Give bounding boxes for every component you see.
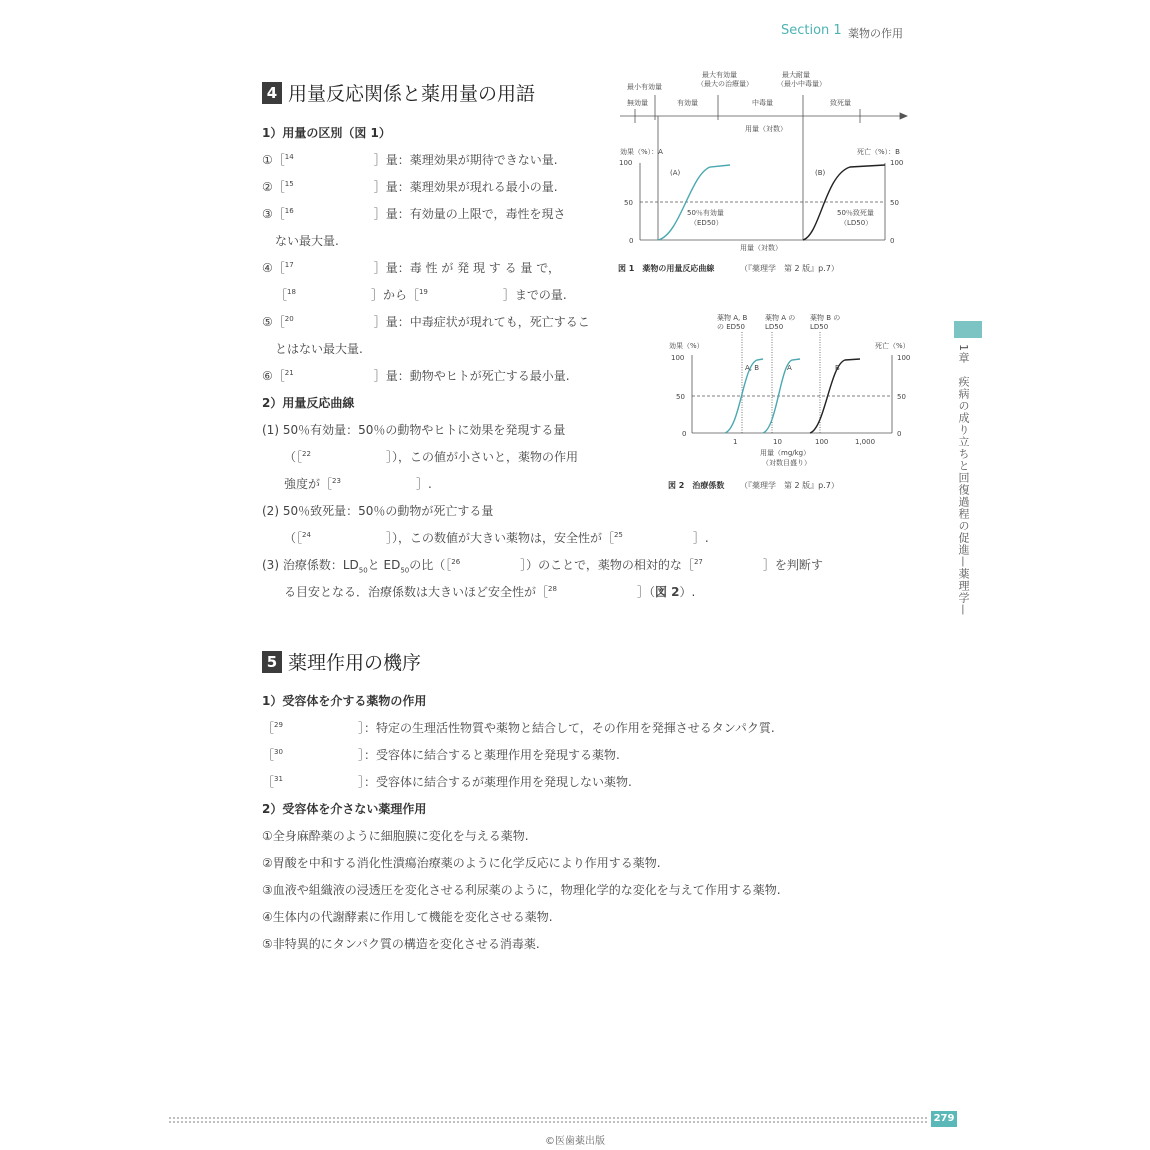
x-axis-label: 用量（mg/kg） <box>760 449 811 457</box>
label-min-effective: 最小有効量 <box>627 83 662 91</box>
curve-a <box>658 165 730 240</box>
svg-text:(B): (B) <box>815 169 826 177</box>
figure-1-caption: 図 1 薬物の用量反応曲線 <box>618 264 715 273</box>
svg-text:A: A <box>787 364 792 372</box>
footer-rule <box>168 1116 928 1124</box>
left-axis-label: 効果（%） <box>669 342 704 350</box>
list-item: ④生体内の代謝酵素に作用して機能を変化させる薬物. <box>262 910 553 924</box>
section-title: 薬理作用の機序 <box>288 652 422 674</box>
paragraph-line: （［$^{24}$ ］），この数値が大きい薬物は，安全性が［$^{25}$ ］. <box>284 531 709 545</box>
list-item: ①［$^{14}$ ］量：薬理効果が期待できない量. <box>262 153 558 167</box>
list-item: ［$^{30}$ ］：受容体に結合すると薬理作用を発現する薬物. <box>262 748 620 762</box>
label-ld50-b: 薬物 B の LD50 <box>810 314 841 331</box>
list-item: ⑤非特異的にタンパク質の構造を変化させる消毒薬. <box>262 937 540 951</box>
chapter-tab <box>954 321 982 338</box>
list-item: ⑥［$^{21}$ ］量：動物やヒトが死亡する最小量. <box>262 369 570 383</box>
svg-text:50: 50 <box>897 393 906 401</box>
section-number: 4 <box>262 82 282 104</box>
svg-text:50％有効量: 50％有効量 <box>687 209 724 217</box>
paragraph-line: (3) 治療係数：$LD_{50}$と $ED_{50}$の比（［$^{26}$ ］）のことで，薬物の相対的な［$^{27}$ ］を判断す <box>262 558 823 575</box>
list-item-continued: とはない最大量. <box>275 342 363 356</box>
zone-toxic: 中毒量 <box>752 99 773 107</box>
svg-text:1,000: 1,000 <box>855 438 876 446</box>
chapter-vertical-title: 1章 疾病の成り立ちと回復過程の促進—薬理学— <box>957 344 970 616</box>
x-axis-sublabel: （対数目盛り） <box>762 459 811 467</box>
list-item: ②胃酸を中和する消化性潰瘍治療薬のように化学反応により作用する薬物. <box>262 856 661 870</box>
figure-2-source: （『薬理学 第 2 版』p.7） <box>740 481 839 490</box>
label-line: 最大有効量 <box>702 71 737 79</box>
section-label: Section 1 <box>781 23 842 38</box>
axis-label-top: 用量（対数） <box>745 125 787 133</box>
left-axis-label: 効果（%）：A <box>620 148 663 156</box>
svg-text:50: 50 <box>624 199 633 207</box>
subheading: 2）用量反応曲線 <box>262 396 355 410</box>
section-4-heading <box>262 79 535 106</box>
zone-effective: 有効量 <box>677 99 698 107</box>
zone-lethal: 致死量 <box>830 99 851 107</box>
subheading: 1）受容体を介する薬物の作用 <box>262 694 427 708</box>
right-axis-label: 死亡（%）：B <box>857 148 900 156</box>
figure-1 <box>615 65 920 280</box>
section-title: 用量反応関係と薬用量の用語 <box>288 83 536 105</box>
paragraph-line: (2) 50％致死量：50％の動物が死亡する量 <box>262 504 494 518</box>
svg-text:50: 50 <box>676 393 685 401</box>
list-item: ③血液や組織液の浸透圧を変化させる利尿薬のように，物理化学的な変化を与えて作用する薬物. <box>262 883 781 897</box>
label-ld50-a: 薬物 A の LD50 <box>765 314 796 331</box>
figure-2-caption: 図 2 治療係数 <box>668 481 725 490</box>
paragraph-line: (1) 50％有効量：50％の動物やヒトに効果を発現する量 <box>262 423 566 437</box>
svg-text:B: B <box>835 364 840 372</box>
list-item: ④［$^{17}$ ］量：毒 性 が 発 現 す る 量 で， <box>262 261 560 275</box>
list-item: ②［$^{15}$ ］量：薬理効果が現れる最小の量. <box>262 180 558 194</box>
list-item: ①全身麻酔薬のように細胞膜に変化を与える薬物. <box>262 829 529 843</box>
svg-text:0: 0 <box>629 237 634 245</box>
list-item-continued: ない最大量. <box>275 234 339 248</box>
paragraph-line: 強度が［$^{23}$ ］. <box>284 477 432 491</box>
list-item: ［$^{29}$ ］：特定の生理活性物質や薬物と結合して，その作用を発揮させるタンパク質. <box>262 721 775 735</box>
list-item: ⑤［$^{20}$ ］量：中毒症状が現れても，死亡するこ <box>262 315 590 329</box>
svg-text:（ED50）: （ED50） <box>690 219 723 227</box>
paragraph-line: （［$^{22}$ ］），この値が小さいと，薬物の作用 <box>284 450 578 464</box>
label-max-tolerated: 最大耐量（最小中毒量） <box>777 71 826 88</box>
section-number: 5 <box>262 651 282 673</box>
svg-text:100: 100 <box>619 159 633 167</box>
svg-text:100: 100 <box>897 354 911 362</box>
x-axis-label: 用量（対数） <box>740 244 782 252</box>
page-number: 279 <box>931 1111 957 1127</box>
svg-text:0: 0 <box>890 237 895 245</box>
header-title: 薬物の作用 <box>848 27 903 40</box>
svg-text:(A): (A) <box>670 169 681 177</box>
svg-text:A, B: A, B <box>745 364 760 372</box>
svg-text:100: 100 <box>671 354 685 362</box>
list-item: ［$^{31}$ ］：受容体に結合するが薬理作用を発現しない薬物. <box>262 775 632 789</box>
zone-ineffective: 無効量 <box>627 99 648 107</box>
subheading: 1）用量の区別（図 1） <box>262 126 391 140</box>
label-max-effective: 最大有効量（最大の治療量） <box>697 71 753 88</box>
right-axis-label: 死亡（%） <box>875 342 910 350</box>
svg-text:0: 0 <box>897 430 902 438</box>
svg-text:100: 100 <box>815 438 829 446</box>
paragraph-line: る目安となる．治療係数は大きいほど安全性が［$^{28}$ ］（図 2）. <box>284 585 696 599</box>
list-item: ③［$^{16}$ ］量：有効量の上限で，毒性を現さ <box>262 207 566 221</box>
svg-text:0: 0 <box>682 430 687 438</box>
subheading: 2）受容体を介さない薬理作用 <box>262 802 427 816</box>
copyright: ©医歯薬出版 <box>545 1136 605 1147</box>
label-ed50: 薬物 A, B の ED50 <box>717 314 748 331</box>
section-5-heading <box>262 648 421 675</box>
figure-1-source: （『薬理学 第 2 版』p.7） <box>740 264 839 273</box>
svg-text:（LD50）: （LD50） <box>840 219 873 227</box>
svg-text:10: 10 <box>773 438 782 446</box>
figure-2 <box>665 310 920 495</box>
svg-text:100: 100 <box>890 159 904 167</box>
svg-text:1: 1 <box>733 438 738 446</box>
svg-text:50: 50 <box>890 199 899 207</box>
svg-text:50％致死量: 50％致死量 <box>837 209 874 217</box>
list-item-continued: ［$^{18}$ ］から［$^{19}$ ］までの量. <box>275 288 567 302</box>
